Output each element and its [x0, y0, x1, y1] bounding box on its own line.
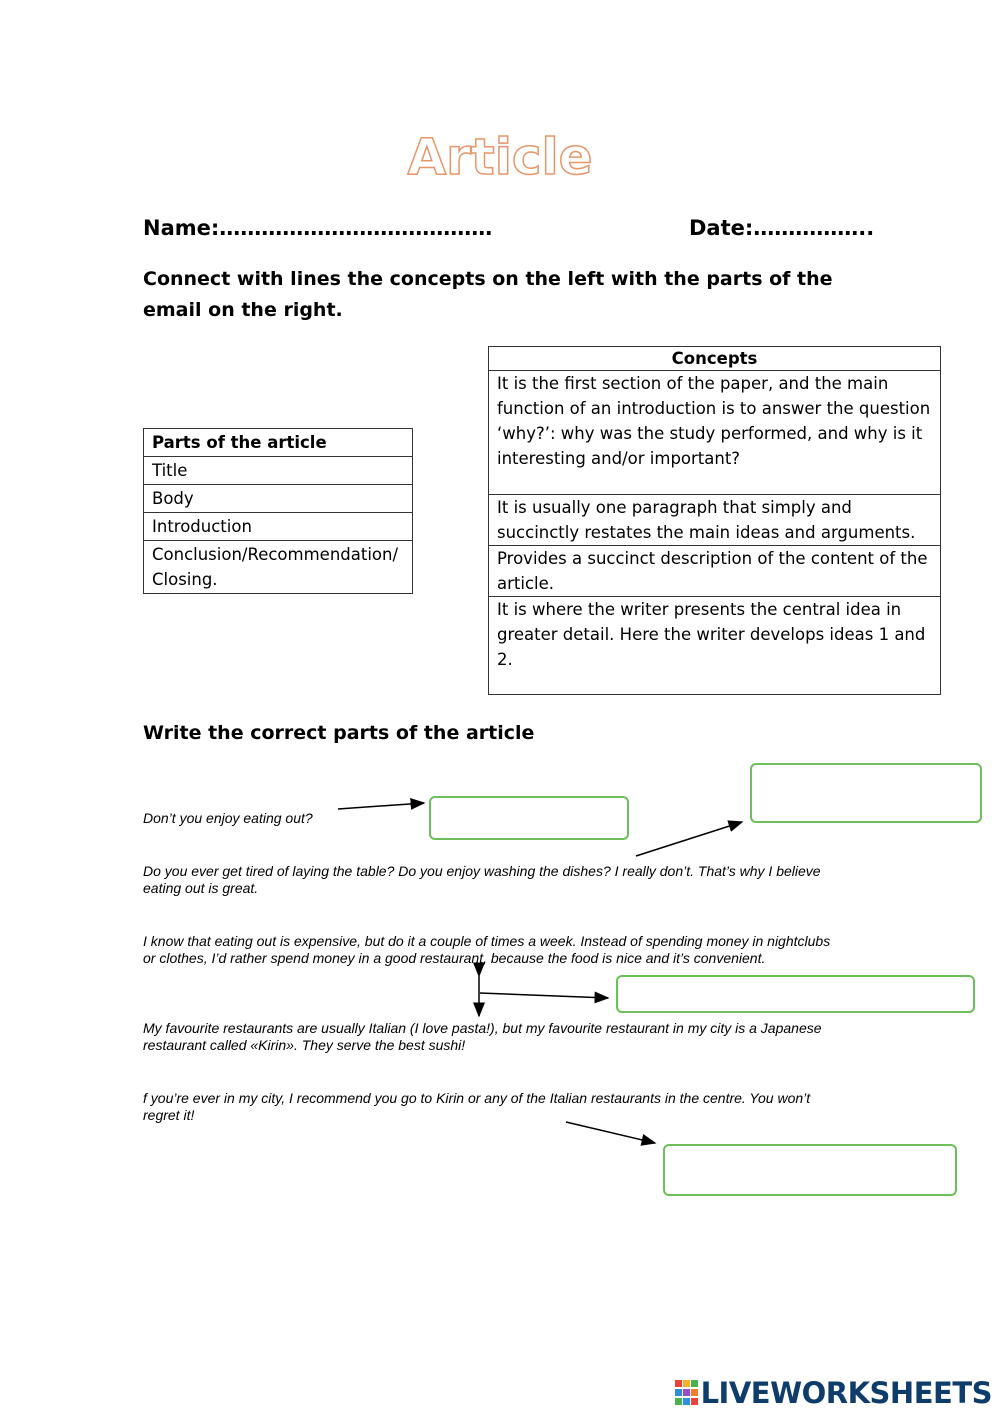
- liveworksheets-logo: [675, 1376, 992, 1410]
- article-paragraph-1: Do you ever get tired of laying the table? Do you enjoy washing the dishes? I really don’t. That’s why I believe eating out is great.: [143, 863, 821, 896]
- arrow-to-body-box: [480, 993, 608, 998]
- article-paragraph-2: I know that eating out is expensive, but do it a couple of times a week. Instead of spending money in nightclubs or clothes, I’d rather spend money in a good restaurant, because the food is nice and it’s convenient.: [143, 933, 831, 966]
- article-paragraph-3: My favourite restaurants are usually Italian (I love pasta!), but my favourite restaurant in my city is a Japanese restaurant called «Kirin». They serve the best sushi!: [143, 1020, 822, 1053]
- parts-row-body: Body: [144, 485, 413, 513]
- article-title-line: Don’t you enjoy eating out?: [143, 810, 313, 826]
- arrow-to-conclusion-box: [566, 1122, 655, 1143]
- parts-row-conclusion: Conclusion/Recommendation/ Closing.: [144, 541, 413, 594]
- write-section-heading: Write the correct parts of the article: [143, 722, 535, 744]
- name-field-label: Name:…………………………………: [143, 216, 493, 240]
- concept-row-1: It is the first section of the paper, and the main function of an introduction is to answer the question ‘why?’: why was the study performed, and why is it interesting and/or important?: [489, 371, 941, 495]
- parts-table-header: Parts of the article: [144, 429, 413, 457]
- liveworksheets-icon: [675, 1380, 699, 1406]
- date-field-label: Date:……………..: [689, 216, 875, 240]
- concept-row-2: It is usually one paragraph that simply and succinctly restates the main ideas and arguments.: [489, 495, 941, 546]
- parts-row-introduction: Introduction: [144, 513, 413, 541]
- parts-row-title: Title: [144, 457, 413, 485]
- concept-row-4: It is where the writer presents the central idea in greater detail. Here the writer develops ideas 1 and 2.: [489, 597, 941, 695]
- liveworksheets-logo-text: LIVEWORKSHEETS: [700, 1376, 992, 1410]
- concept-row-3: Provides a succinct description of the content of the article.: [489, 546, 941, 597]
- arrow-to-title-box: [338, 803, 424, 809]
- instruction-text: Connect with lines the concepts on the left with the parts of the email on the right.: [143, 268, 833, 321]
- concepts-table-header: Concepts: [489, 347, 941, 371]
- worksheet-title: Article: [407, 128, 593, 186]
- article-paragraph-4: f you’re ever in my city, I recommend you go to Kirin or any of the Italian restaurants in the centre. You won’t regret it!: [143, 1090, 811, 1123]
- arrow-to-introduction-box: [636, 822, 742, 856]
